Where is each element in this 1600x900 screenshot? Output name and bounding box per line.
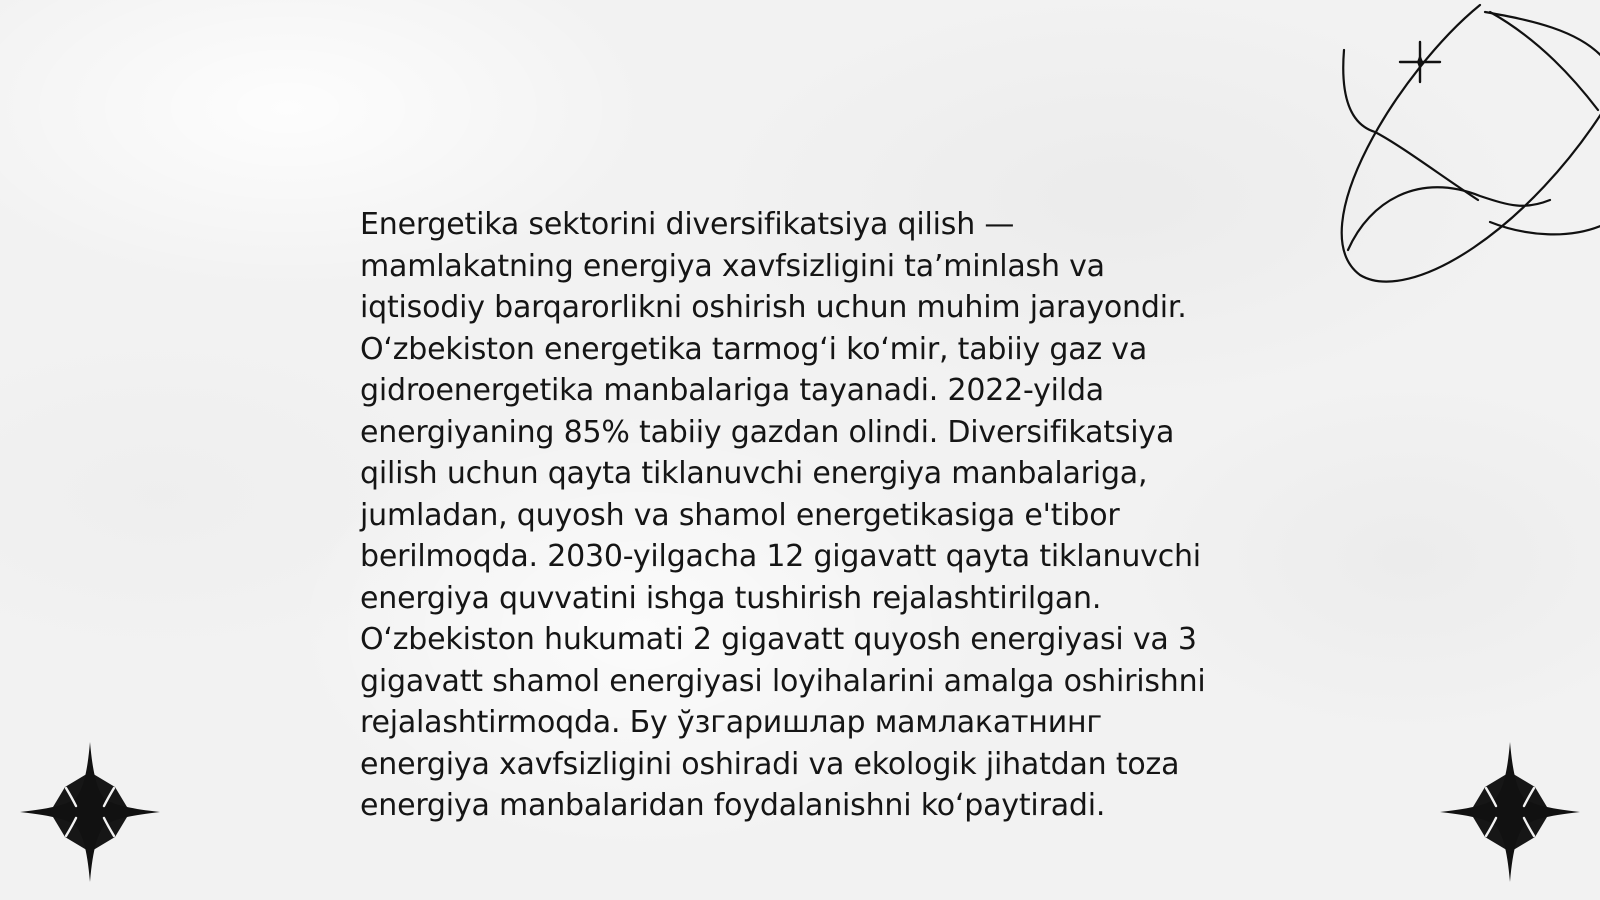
four-point-star-icon [20,742,160,882]
slide-body-text: Energetika sektorini diversifikatsiya qilish — mamlakatning energiya xavfsizligini taʼminlash va iqtisodiy barqarorlikni oshirish uchun muhim jarayondir. Oʻzbekiston energetika tarmogʻi koʻmir, tabiiy gaz va gidroenergetika manbalariga tayanadi. 2022-yilda energiyaning 85% tabiiy gazdan olindi. Diversifikatsiya qilish uchun qayta tiklanuvchi energiya manbalariga, jumladan, quyosh va shamol energetikasiga e'tibor berilmoqda. 2030-yilgacha 12 gigavatt qayta tiklanuvchi energiya quvvatini ishga tushirish rejalashtirilgan. Oʻzbekiston hukumati 2 gigavatt quyosh energiyasi va 3 gigavatt shamol energiyasi loyihalarini amalga oshirishni rejalashtirmoqda. Бу ўзгаришлар мамлакатнинг energiya xavfsizligini oshiradi va ekologik jihatdan toza energiya manbalaridan foydalanishni koʻpaytiradi. [360,207,1206,823]
orbit-sparkle-icon [1340,0,1600,300]
four-point-star-icon [1440,742,1580,882]
